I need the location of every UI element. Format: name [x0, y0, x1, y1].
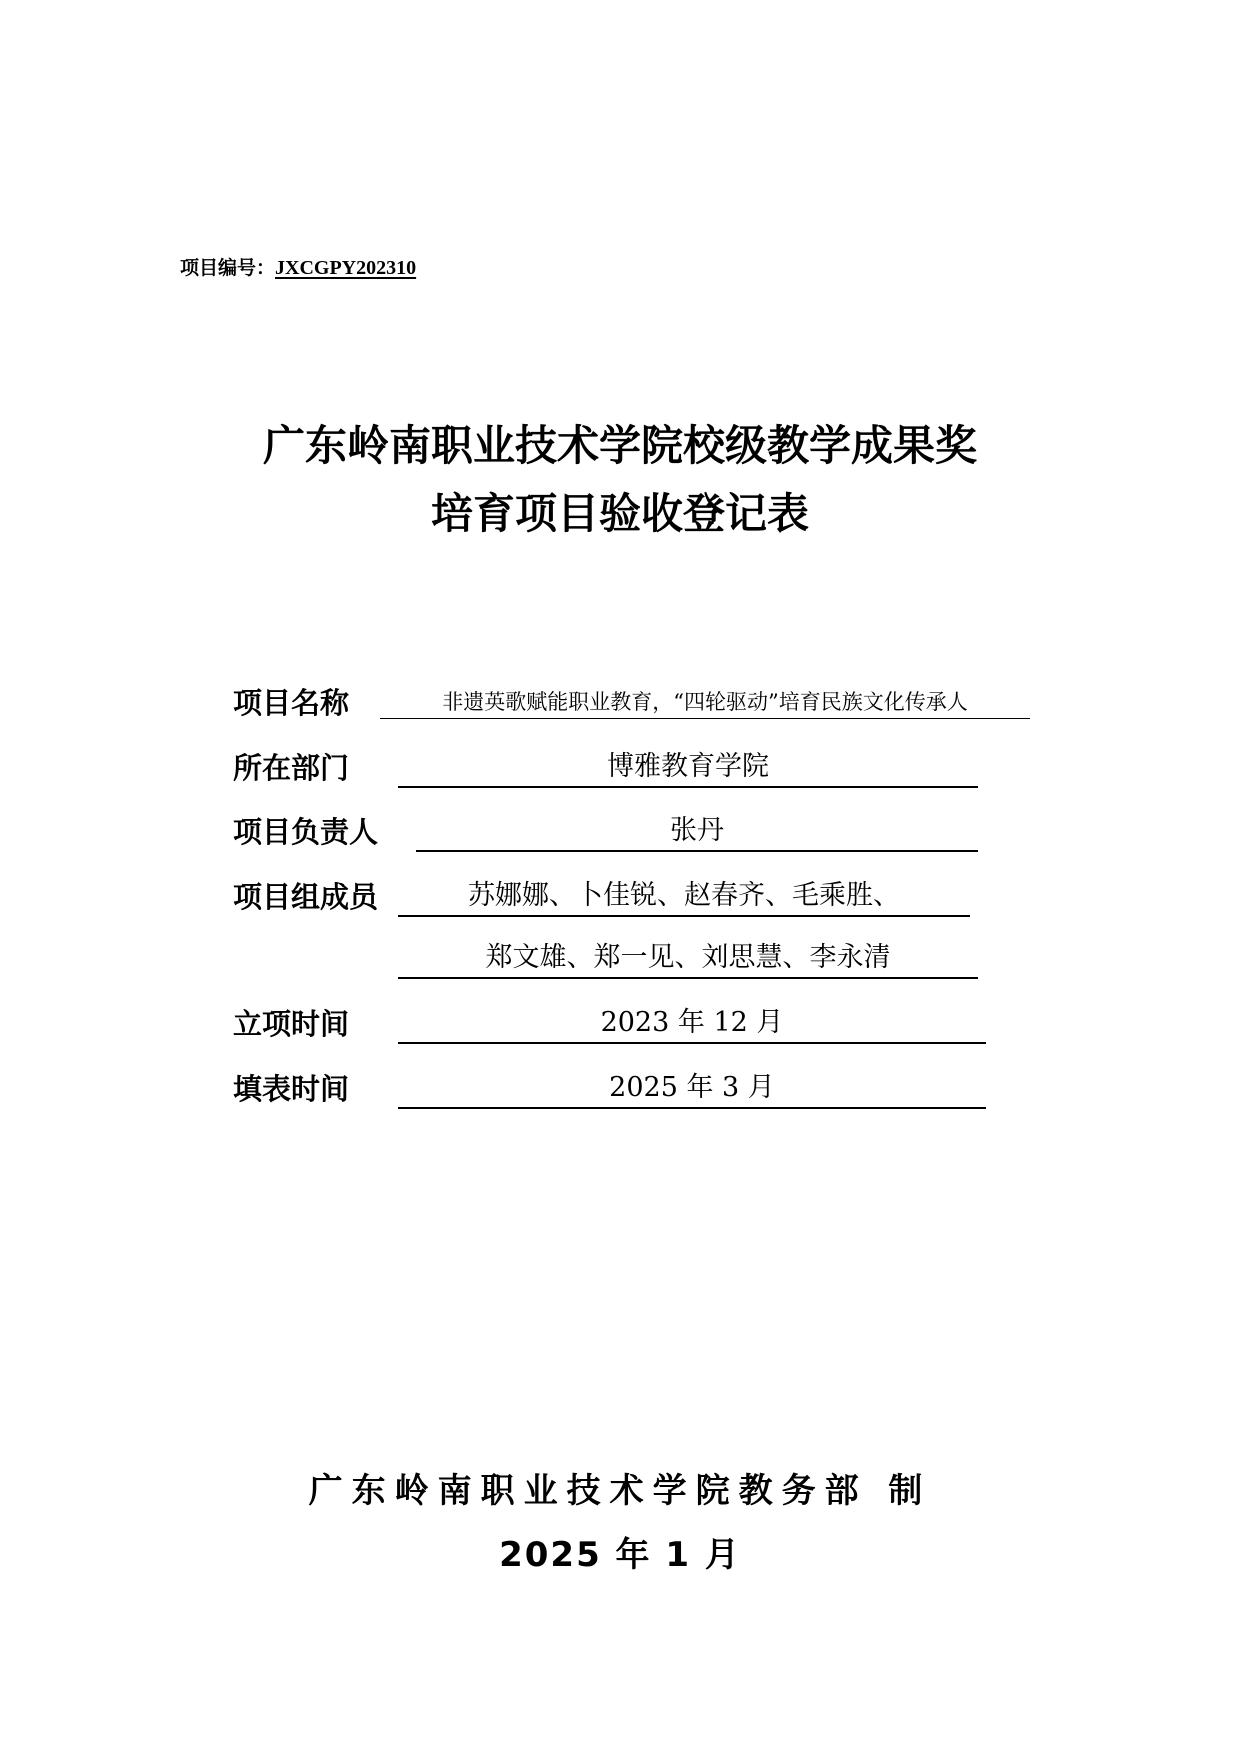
- form-fill-time-value: 2025 年 3 月: [398, 1069, 986, 1109]
- issuing-organization: 广东岭南职业技术学院教务部 制: [308, 1471, 932, 1511]
- project-leader-value: 张丹: [416, 812, 978, 852]
- project-start-time-value: 2023 年 12 月: [398, 1004, 986, 1044]
- project-name-value: 非遗英歌赋能职业教育，“四轮驱动”培育民族文化传承人: [380, 686, 1030, 719]
- project-members-value-line-1: 苏娜娜、卜佳锐、赵春齐、毛乘胜、: [398, 877, 970, 917]
- project-members-label: 项目组成员: [233, 880, 379, 914]
- project-number-label: 项目编号：: [180, 257, 276, 279]
- issue-date: 2025 年 1 月: [499, 1535, 741, 1575]
- project-name-label: 项目名称: [233, 686, 350, 720]
- document-title-line-1: 广东岭南职业技术学院校级教学成果奖: [262, 421, 977, 470]
- department-value: 博雅教育学院: [398, 748, 978, 788]
- project-start-time-label: 立项时间: [233, 1007, 350, 1041]
- project-number: [180, 255, 416, 281]
- department-label: 所在部门: [233, 751, 350, 785]
- document-title-line-2: 培育项目验收登记表: [430, 489, 809, 538]
- project-number-code: JXCGPY202310: [275, 257, 417, 279]
- form-fill-time-label: 填表时间: [233, 1072, 350, 1106]
- project-members-value-line-2: 郑文雄、郑一见、刘思慧、李永清: [398, 939, 978, 979]
- project-leader-label: 项目负责人: [233, 815, 379, 849]
